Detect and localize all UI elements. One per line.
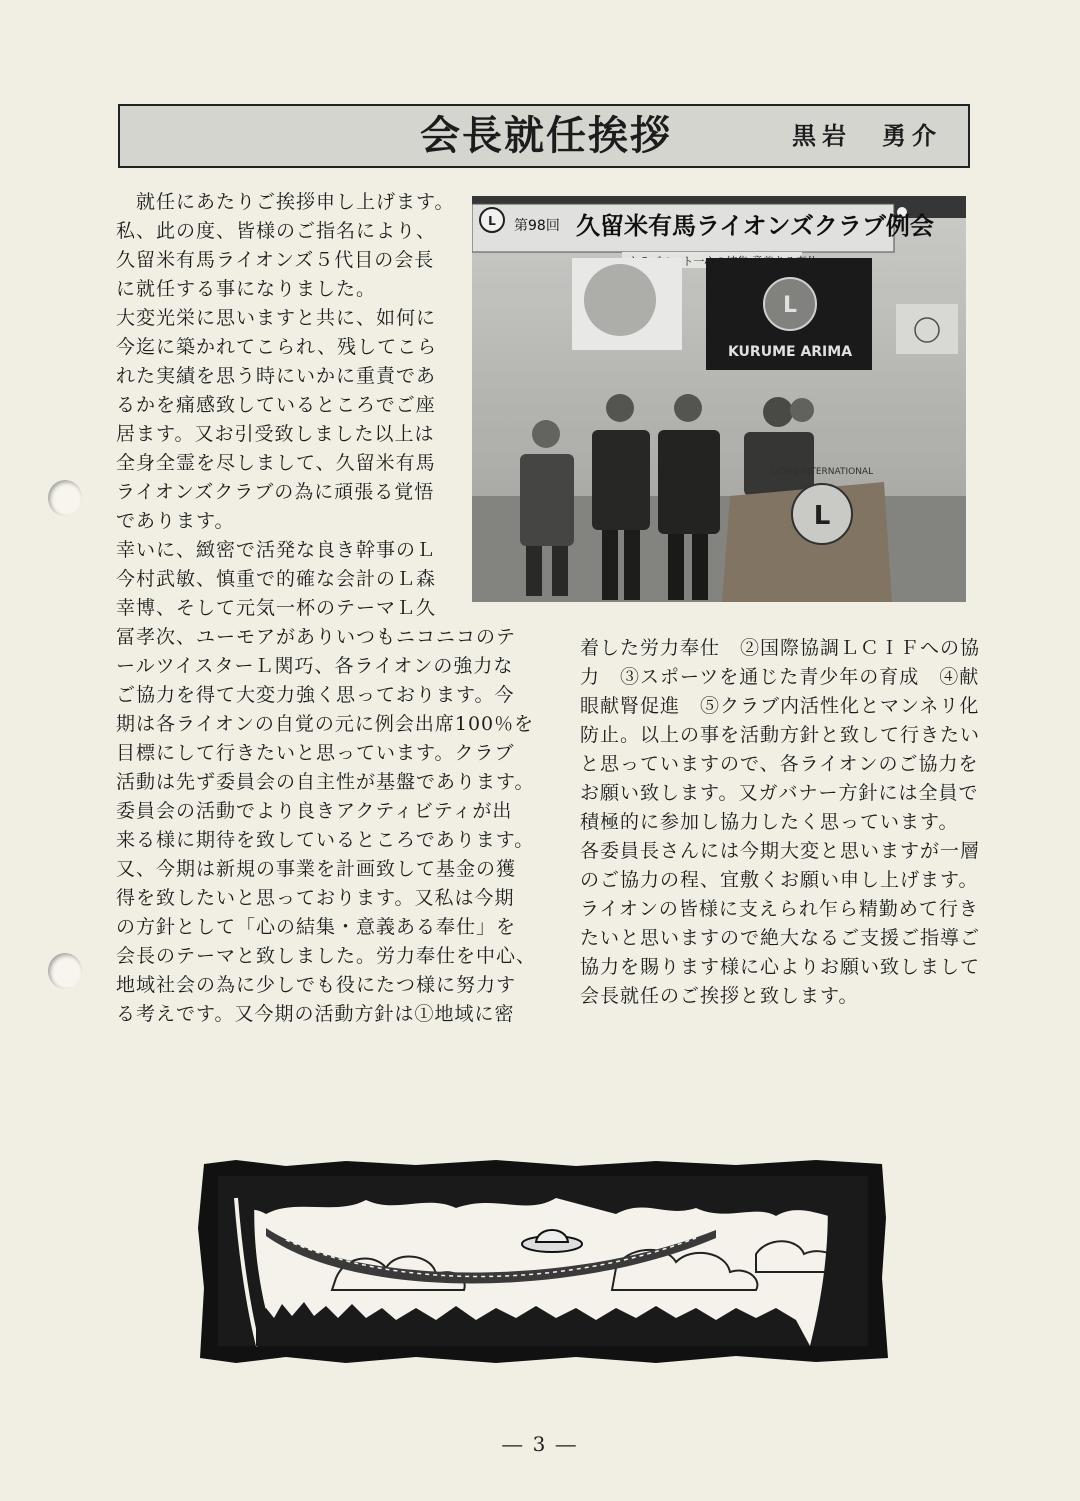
svg-text:L: L — [782, 293, 798, 318]
right-text-line: 会長就任のご挨拶と致します。 — [580, 985, 859, 1007]
left-text-line: 又、今期は新規の事業を計画致して基金の獲 — [116, 858, 517, 880]
author-name: 黒岩 勇介 — [792, 121, 942, 150]
left-text-line: 就任にあたりご挨拶申し上げます。 — [116, 191, 455, 213]
hammock-illustration — [196, 1158, 890, 1366]
podium-text: LIONS INTERNATIONAL — [770, 467, 874, 477]
right-text-line: 着した労力奉仕 ②国際協調ＬＣＩＦへの協 — [580, 637, 981, 659]
left-text-line: るかを痛感致しているところでご座 — [116, 394, 436, 416]
svg-text:L: L — [488, 214, 496, 228]
right-text-line: 積極的に参加し協力したく思っています。 — [580, 811, 959, 833]
right-text-column — [580, 634, 981, 1011]
left-text-line: 居ます。又お引受致しました以上は — [116, 423, 435, 445]
right-text-line: のご協力の程、宜敷くお願い申し上げます。 — [580, 869, 979, 891]
left-text-line: 会長のテーマと致しました。労力奉仕を中心、 — [116, 945, 537, 967]
left-text-line: 今村武敏、慎重で的確な会計のＬ森 — [116, 568, 437, 590]
punch-hole-top — [48, 480, 82, 516]
left-text-line: ご協力を得て大変力強く思っております。今 — [116, 684, 515, 706]
left-text-line: 今迄に築かれてこられ、残してこら — [116, 336, 438, 358]
page-title: 会長就任挨拶 — [420, 112, 672, 159]
left-text-line: 得を致したいと思っております。又私は今期 — [116, 887, 515, 909]
left-text-line: に就任する事になりました。 — [116, 278, 377, 300]
left-text-line: 地域社会の為に少しでも役にたつ様に努力す — [116, 974, 517, 996]
right-text-line: 眼献腎促進 ⑤クラブ内活性化とマンネリ化 — [580, 695, 980, 717]
left-text-line: れた実績を思う時にいかに重責であ — [116, 365, 437, 387]
left-text-line: 来る様に期待を致しているところであります。 — [116, 829, 535, 851]
meeting-photo — [472, 196, 966, 602]
left-text-line: 委員会の活動でより良きアクティビティが出 — [116, 800, 513, 822]
left-text-line: 全身全霊を尽しまして、久留米有馬 — [116, 452, 436, 474]
left-text-line: 活動は先ず委員会の自主性が基盤であります。 — [116, 771, 535, 793]
right-text-line: と思っていますので、各ライオンのご協力を — [580, 753, 979, 775]
left-text-line: 幸いに、緻密で活発な良き幹事のＬ — [116, 539, 437, 561]
right-text-line: 力 ③スポーツを通じた青少年の育成 ④献 — [580, 666, 980, 688]
left-text-line: る考えです。又今期の活動方針は①地域に密 — [116, 1003, 515, 1025]
left-text-line: の方針として「心の結集・意義ある奉仕」を — [116, 916, 517, 938]
left-text-line: ールツイスターＬ関巧、各ライオンの強力な — [116, 655, 514, 677]
right-text-line: ライオンの皆様に支えられ乍ら精勤めて行き — [580, 898, 979, 920]
left-text-line: 大変光栄に思いますと共に、如何に — [116, 307, 437, 329]
svg-text:L: L — [813, 501, 831, 531]
left-text-line: ライオンズクラブの為に頑張る覚悟 — [116, 481, 435, 503]
left-text-line: 目標にして行きたいと思っています。クラブ — [116, 742, 515, 764]
left-text-line: 私、此の度、皆様のご指名により、 — [116, 220, 437, 242]
banner-title: 久留米有馬ライオンズクラブ例会 — [576, 212, 934, 240]
right-text-line: 防止。以上の事を活動方針と致して行きたい — [580, 724, 981, 746]
banner-number: 第98回 — [514, 218, 560, 234]
motto-text: クラブモット一心の結集 — [628, 255, 749, 268]
left-text-line: 幸博、そして元気一杯のテーマＬ久 — [116, 597, 437, 619]
left-text-line: であります。 — [116, 510, 235, 532]
right-text-line: お願い致します。又ガバナー方針には全員で — [580, 782, 979, 804]
right-text-line: 協力を賜ります様に心よりお願い致しまして — [580, 956, 981, 978]
title-box — [118, 104, 970, 168]
left-text-line: 冨孝次、ユーモアがありいつもニコニコのテ — [116, 626, 517, 648]
right-text-line: たいと思いますので絶大なるご支援ご指導ご — [580, 927, 981, 949]
left-text-line: 久留米有馬ライオンズ５代目の会長 — [116, 249, 435, 271]
flag-text: KURUME ARIMA — [727, 344, 853, 360]
punch-hole-bottom — [48, 953, 82, 989]
left-text-line: 期は各ライオンの自覚の元に例会出席100％を — [116, 713, 535, 735]
right-text-line: 各委員長さんには今期大変と思いますが一層 — [580, 840, 981, 862]
page-number: ― 3 ― — [502, 1432, 578, 1456]
